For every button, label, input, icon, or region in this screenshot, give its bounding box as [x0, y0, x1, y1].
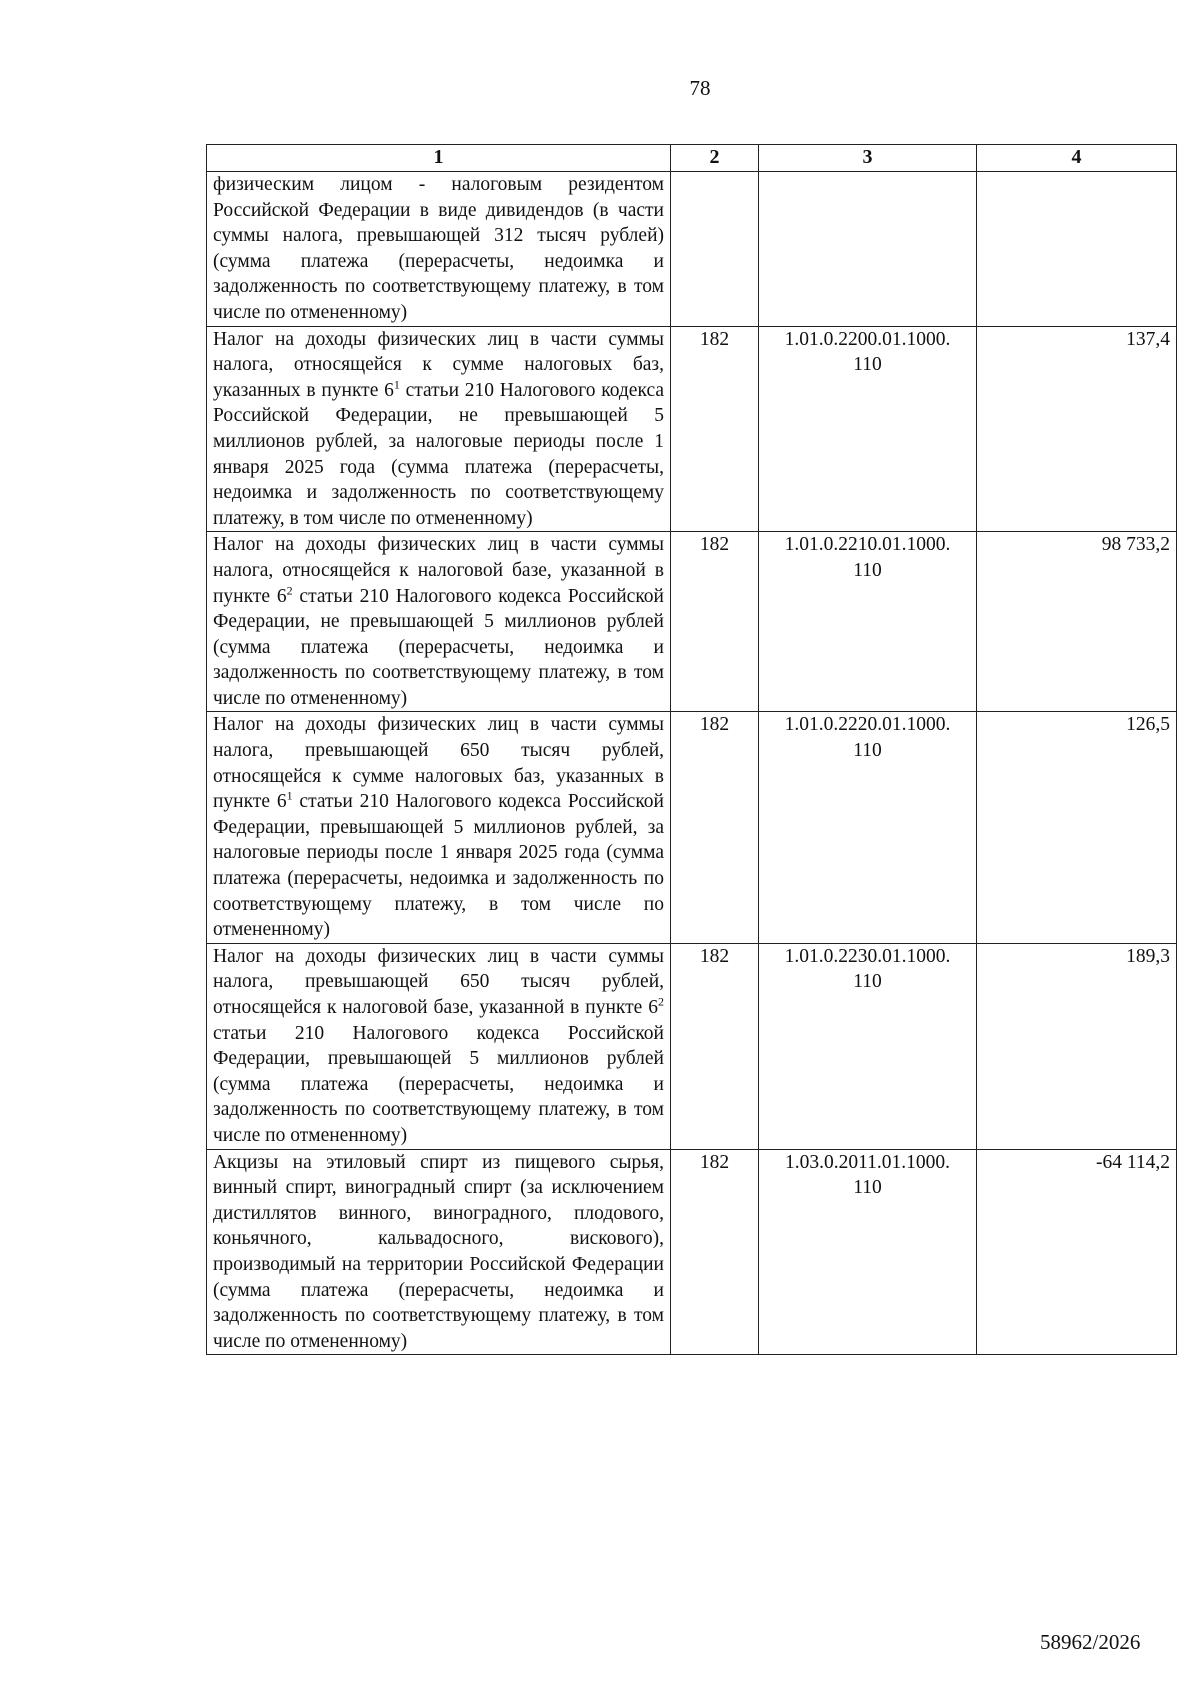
- page-number: 78: [689, 76, 711, 100]
- header-col-4: 4: [977, 145, 1177, 172]
- row-description: [207, 326, 671, 532]
- revenue-table: [206, 144, 1177, 1355]
- kbk-line-1: 1.01.0.2230.01.1000.: [784, 945, 951, 967]
- kbk-line-1: 1.03.0.2011.01.1000.: [784, 1151, 951, 1173]
- description-text: статьи 210 Налогового кодекса Российской Федерации, не превышающей 5 миллионов рублей (сумма платежа (перерасчеты, недоимка и задолженность по соответствующему платежу, в том числе по отмененному): [213, 585, 664, 709]
- table-row: [207, 532, 1177, 712]
- row-description: физическим лицом - налоговым резидентом Российской Федерации в виде дивидендов (в части суммы налога, превышающей 312 тысяч рублей) (сумма платежа (перерасчеты, недоимка и задолженность по соответствующему платежу, в том числе по отмененному): [207, 172, 671, 327]
- description-text: Налог на доходы физических лиц в части суммы налога, превышающей 650 тысяч рублей, относящейся к сумме налоговых баз, указанных в пункте 6: [213, 714, 664, 813]
- registration-number: 58962/2026: [1040, 1630, 1141, 1654]
- description-text: статьи 210 Налогового кодекса Российской Федерации, превышающей 5 миллионов рублей, за налоговые периоды после 1 января 2025 года (сумма платежа (перерасчеты, недоимка и задолженность по соответствующему платежу, в том числе по отмененному): [213, 791, 664, 941]
- header-col-2: 2: [671, 145, 759, 172]
- description-text: Налог на доходы физических лиц в части суммы налога, превышающей 650 тысяч рублей, относящейся к налоговой базе, указанной в пункте 6: [213, 945, 664, 1018]
- kbk-line-2: 110: [853, 740, 882, 762]
- row-description: [207, 712, 671, 943]
- row-amount: -64 114,2: [977, 1149, 1177, 1355]
- table-row: [207, 326, 1177, 532]
- table-row: [207, 1149, 1177, 1355]
- table-row: [207, 712, 1177, 943]
- kbk-line-2: 110: [853, 971, 882, 993]
- kbk-line-2: 110: [853, 354, 882, 376]
- kbk-line-2: 110: [853, 559, 882, 581]
- row-description: [207, 532, 671, 712]
- row-admin-code: 182: [671, 943, 759, 1149]
- superscript: 1: [286, 788, 293, 803]
- kbk-line-1: 1.01.0.2220.01.1000.: [784, 714, 951, 736]
- kbk-line-1: 1.01.0.2200.01.1000.: [784, 328, 951, 350]
- row-amount: [977, 172, 1177, 327]
- description-text: Налог на доходы физических лиц в части суммы налога, относящейся к налоговой базе, указанной в пункте 6: [213, 534, 664, 607]
- row-kbk-code: [759, 532, 977, 712]
- row-admin-code: 182: [671, 1149, 759, 1355]
- row-admin-code: 182: [671, 326, 759, 532]
- row-admin-code: 182: [671, 532, 759, 712]
- table-row: [207, 172, 1177, 327]
- description-text: статьи 210 Налогового кодекса Российской Федерации, превышающей 5 миллионов рублей (сумма платежа (перерасчеты, недоимка и задолженность по соответствующему платежу, в том числе по отмененному): [213, 1022, 664, 1146]
- kbk-line-1: 1.01.0.2210.01.1000.: [784, 534, 951, 556]
- description-text: статьи 210 Налогового кодекса Российской Федерации, не превышающей 5 миллионов рублей, за налоговые периоды после 1 января 2025 года (сумма платежа (перерасчеты, недоимка и задолженность по соответствующему платежу, в том числе по отмененному): [213, 379, 664, 529]
- row-admin-code: 182: [671, 712, 759, 943]
- superscript: 2: [658, 994, 664, 1009]
- header-col-1: 1: [207, 145, 671, 172]
- row-kbk-code: [759, 943, 977, 1149]
- header-col-3: 3: [759, 145, 977, 172]
- table-row: [207, 943, 1177, 1149]
- row-description: Акцизы на этиловый спирт из пищевого сырья, винный спирт, виноградный спирт (за исключением дистиллятов винного, виноградного, плодового, коньячного, кальвадосного, вискового), производимый на территории Российской Федерации (сумма платежа (перерасчеты, недоимка и задолженность по соответствующему платежу, в том числе по отмененному): [207, 1149, 671, 1355]
- row-description: [207, 943, 671, 1149]
- kbk-line-2: 110: [853, 1177, 882, 1199]
- row-kbk-code: [759, 172, 977, 327]
- row-kbk-code: [759, 1149, 977, 1355]
- superscript: 1: [393, 377, 400, 392]
- row-amount: 98 733,2: [977, 532, 1177, 712]
- description-text: Налог на доходы физических лиц в части суммы налога, относящейся к сумме налоговых баз, указанных в пункте 6: [213, 328, 664, 401]
- row-amount: 189,3: [977, 943, 1177, 1149]
- superscript: 2: [286, 583, 293, 597]
- row-kbk-code: [759, 326, 977, 532]
- row-admin-code: [671, 172, 759, 327]
- row-amount: 137,4: [977, 326, 1177, 532]
- row-kbk-code: [759, 712, 977, 943]
- row-amount: 126,5: [977, 712, 1177, 943]
- table-header-row: [207, 145, 1177, 172]
